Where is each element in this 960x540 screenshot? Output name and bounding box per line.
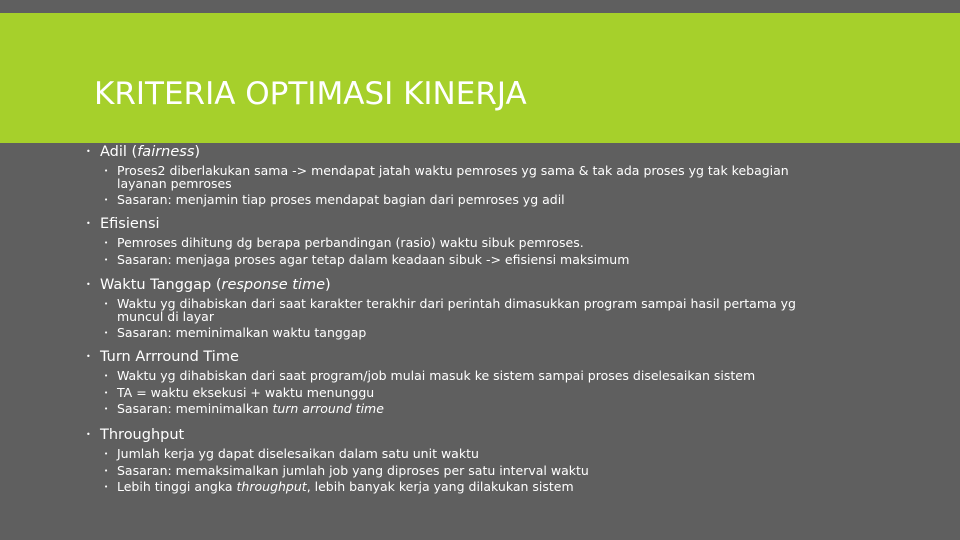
list-item: • Sasaran: memaksimalkan jumlah job yang diproses per satu interval waktu — [104, 462, 589, 478]
bullet-icon: • — [104, 466, 109, 475]
bullet-icon: • — [104, 239, 109, 247]
section-adil — [84, 142, 934, 214]
heading-throughput: • Throughput — [86, 427, 185, 443]
list-item: • Sasaran: menjaga proses agar tetap dalam keadaan sibuk -> efisiensi maksimum — [104, 251, 630, 267]
list-item: • TA = waktu eksekusi + waktu menunggu — [104, 384, 375, 400]
bullet-icon: • — [104, 405, 109, 413]
bullet-icon: • — [104, 372, 109, 380]
bullet-icon: • — [86, 280, 91, 289]
bullet-icon: • — [104, 329, 109, 337]
list-item: • Waktu yg dihabiskan dari saat karakter terakhir dari perintah dimasukkan program sampai hasil pertama yg muncul di layar — [104, 296, 796, 324]
heading-turnaround: • Turn Arrround Time — [86, 349, 239, 365]
bullet-icon: • — [104, 388, 109, 397]
list-item: • Sasaran: meminimalkan waktu tanggap — [104, 325, 367, 340]
bullet-icon: • — [104, 450, 109, 458]
bullet-icon: • — [104, 255, 109, 264]
bullet-icon: • — [86, 352, 91, 361]
list-item: • Waktu yg dihabiskan dari saat program/job mulai masuk ke sistem sampai proses diselesaikan sistem — [104, 368, 756, 383]
heading-waktu-tanggap: • Waktu Tanggap (response time) — [86, 277, 331, 293]
bullet-icon: • — [86, 147, 91, 156]
section-waktu-tanggap — [84, 275, 934, 347]
section-turnaround — [84, 347, 934, 425]
bullet-icon: • — [86, 219, 91, 228]
heading-efisiensi: • Efisiensi — [86, 216, 160, 232]
slide-title: KRITERIA OPTIMASI KINERJA — [94, 76, 527, 112]
heading-adil: • Adil (fairness) — [86, 144, 201, 160]
section-efisiensi — [84, 214, 934, 275]
list-item: • Jumlah kerja yg dapat diselesaikan dalam satu unit waktu — [104, 446, 479, 461]
slide-content — [84, 142, 934, 494]
bullet-icon: • — [104, 196, 109, 204]
list-item: • Sasaran: menjamin tiap proses mendapat bagian dari pemroses yg adil — [104, 192, 565, 207]
list-item: • Pemroses dihitung dg berapa perbandingan (rasio) waktu sibuk pemroses. — [104, 235, 584, 250]
bullet-icon: • — [86, 430, 91, 439]
bullet-icon: • — [104, 167, 109, 175]
bullet-icon: • — [104, 300, 109, 308]
list-item: • Proses2 diberlakukan sama -> mendapat jatah waktu pemroses yg sama & tak ada proses yg tak kebagian layanan pemroses — [104, 163, 789, 191]
list-item: • Sasaran: meminimalkan turn arround time — [104, 401, 384, 416]
list-item: • Lebih tinggi angka throughput, lebih banyak kerja yang dilakukan sistem — [104, 479, 574, 494]
section-throughput — [84, 425, 934, 494]
bullet-icon: • — [104, 483, 109, 491]
